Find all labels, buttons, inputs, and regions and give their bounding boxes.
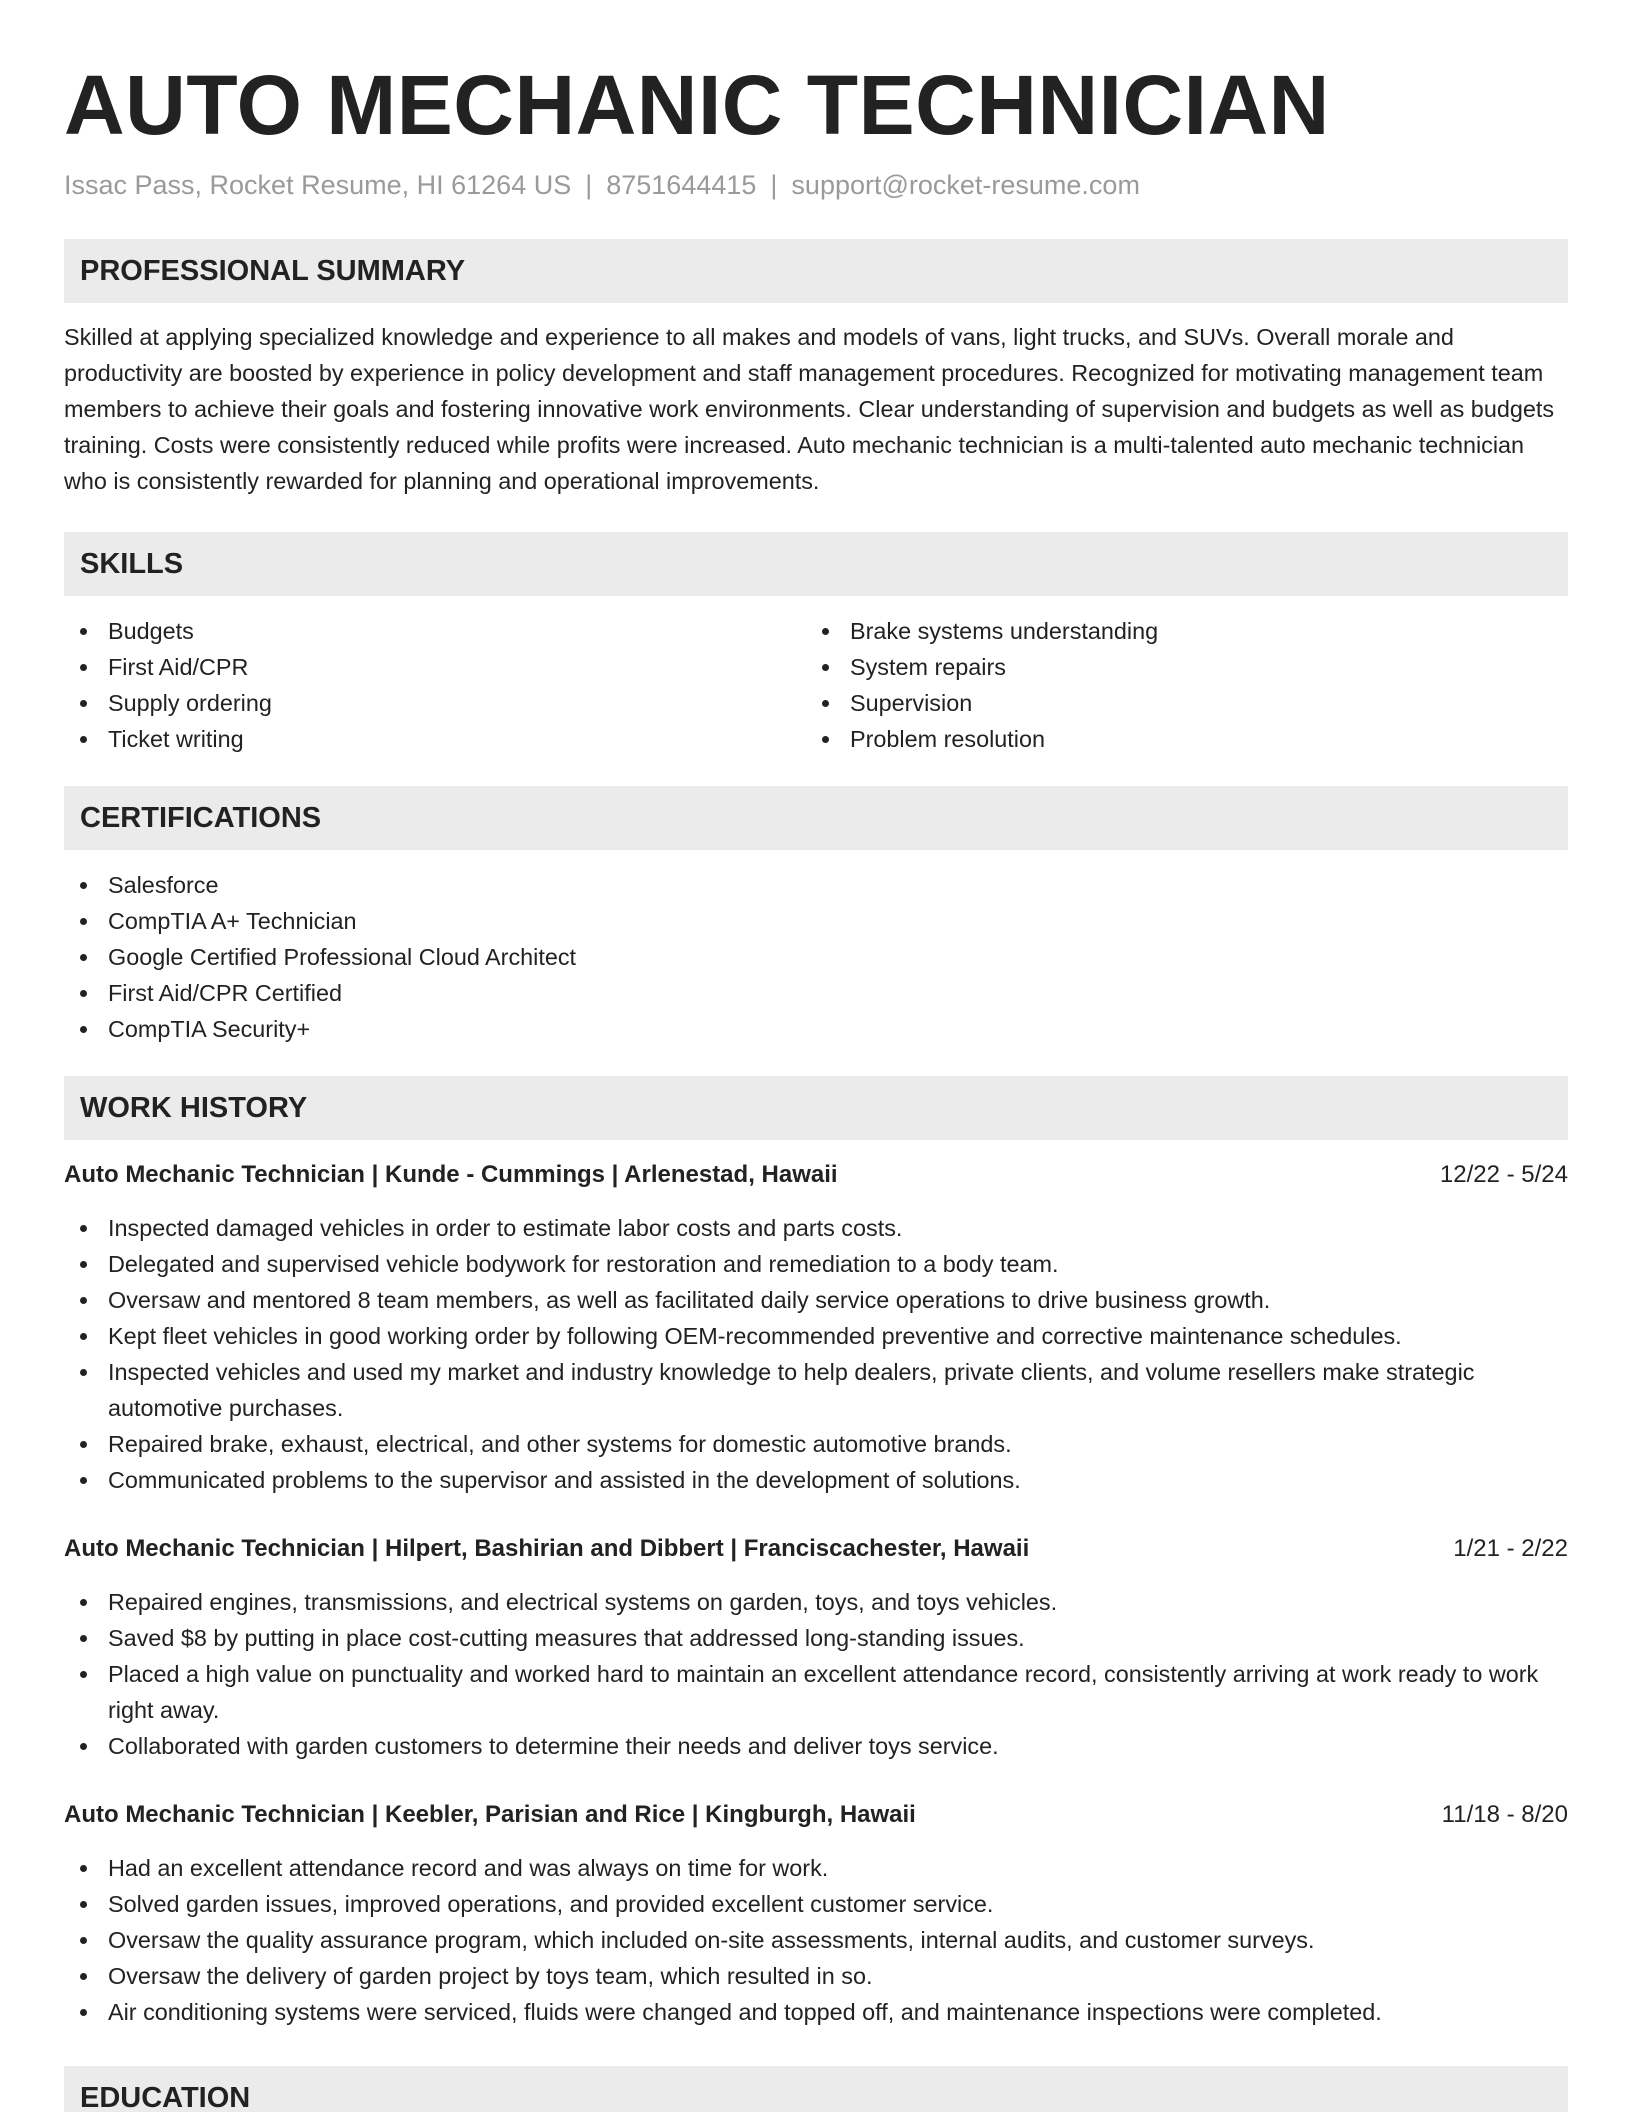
skills-column-right — [806, 613, 1548, 757]
contact-email: support@rocket-resume.com — [791, 170, 1140, 200]
summary-text: Skilled at applying specialized knowledge and experience to all makes and models of vans, light trucks, and SUVs. Overall morale and productivity are boosted by experience in policy development and staff management procedures. Recognized for motivating management team members to achieve their goals and fostering innovative work environments. Clear understanding of supervision and budgets as well as budgets training. Costs were consistently reduced while profits were increased. Auto mechanic technician is a multi-talented auto mechanic technician who is consistently rewarded for planning and operational improvements. — [64, 324, 1555, 494]
certification-item: CompTIA A+ Technician — [64, 903, 1568, 939]
certification-item: CompTIA Security+ — [64, 1011, 1568, 1047]
job-bullet: Oversaw the delivery of garden project by toys team, which resulted in so. — [64, 1958, 1568, 1994]
resume-page — [64, 0, 1568, 2112]
job-bullet: Oversaw the quality assurance program, which included on-site assessments, internal audits, and customer surveys. — [64, 1922, 1568, 1958]
skill-item: Supply ordering — [64, 685, 806, 721]
job-bullet: Collaborated with garden customers to determine their needs and deliver toys service. — [64, 1728, 1568, 1764]
skills-column-left — [64, 613, 806, 757]
section-header-certifications: CERTIFICATIONS — [64, 786, 1568, 850]
job-bullets — [64, 1210, 1568, 1498]
job-heading-row — [64, 1157, 1568, 1193]
job-bullet: Saved $8 by putting in place cost-cutting measures that addressed long-standing issues. — [64, 1620, 1568, 1656]
skill-item: Problem resolution — [806, 721, 1548, 757]
contact-separator: | — [770, 170, 778, 200]
skill-item: Brake systems understanding — [806, 613, 1548, 649]
contact-separator: | — [585, 170, 593, 200]
certifications-list — [64, 867, 1568, 1047]
section-header-work-history: WORK HISTORY — [64, 1076, 1568, 1140]
skill-item: First Aid/CPR — [64, 649, 806, 685]
job-heading-row — [64, 1531, 1568, 1567]
job-bullets — [64, 1850, 1568, 2030]
certification-item: First Aid/CPR Certified — [64, 975, 1568, 1011]
job-bullet: Delegated and supervised vehicle bodywork for restoration and remediation to a body team. — [64, 1246, 1568, 1282]
job-bullet: Oversaw and mentored 8 team members, as well as facilitated daily service operations to drive business growth. — [64, 1282, 1568, 1318]
job-title: Auto Mechanic Technician | Kunde - Cummings | Arlenestad, Hawaii — [64, 1161, 838, 1188]
job-bullet: Air conditioning systems were serviced, fluids were changed and topped off, and maintenance inspections were completed. — [64, 1994, 1568, 2030]
job-dates: 12/22 - 5/24 — [1439, 1161, 1568, 1188]
job-dates: 1/21 - 2/22 — [1453, 1535, 1568, 1562]
job-bullets — [64, 1584, 1568, 1764]
job-bullet: Placed a high value on punctuality and worked hard to maintain an excellent attendance record, consistently arriving at work ready to work right away. — [64, 1656, 1568, 1728]
job-bullet: Repaired engines, transmissions, and electrical systems on garden, toys, and toys vehicles. — [64, 1584, 1568, 1620]
skills-grid — [64, 613, 1568, 757]
job-bullet: Kept fleet vehicles in good working order by following OEM-recommended preventive and corrective maintenance schedules. — [64, 1318, 1568, 1354]
skill-item: Supervision — [806, 685, 1548, 721]
contact-line — [64, 168, 1568, 202]
job-heading-row — [64, 1797, 1568, 1833]
section-header-summary: PROFESSIONAL SUMMARY — [64, 239, 1568, 303]
job-bullet: Had an excellent attendance record and was always on time for work. — [64, 1850, 1568, 1886]
skill-item: System repairs — [806, 649, 1548, 685]
contact-phone: 8751644415 — [606, 170, 757, 200]
certification-item: Salesforce — [64, 867, 1568, 903]
job-bullet: Repaired brake, exhaust, electrical, and other systems for domestic automotive brands. — [64, 1426, 1568, 1462]
certification-item: Google Certified Professional Cloud Architect — [64, 939, 1568, 975]
section-header-skills: SKILLS — [64, 532, 1568, 596]
job-bullet: Inspected damaged vehicles in order to estimate labor costs and parts costs. — [64, 1210, 1568, 1246]
job-bullet: Communicated problems to the supervisor and assisted in the development of solutions. — [64, 1462, 1568, 1498]
skill-item: Budgets — [64, 613, 806, 649]
section-header-education: EDUCATION — [64, 2066, 1568, 2112]
job-title: Auto Mechanic Technician | Keebler, Parisian and Rice | Kingburgh, Hawaii — [64, 1801, 916, 1828]
job-bullet: Solved garden issues, improved operations, and provided excellent customer service. — [64, 1886, 1568, 1922]
job-title: Auto Mechanic Technician | Hilpert, Bashirian and Dibbert | Franciscachester, Hawaii — [64, 1535, 1030, 1562]
job-bullet: Inspected vehicles and used my market and industry knowledge to help dealers, private clients, and volume resellers make strategic automotive purchases. — [64, 1354, 1568, 1426]
skill-item: Ticket writing — [64, 721, 806, 757]
contact-address: Issac Pass, Rocket Resume, HI 61264 US — [64, 170, 572, 200]
job-dates: 11/18 - 8/20 — [1441, 1801, 1568, 1828]
candidate-name: AUTO MECHANIC TECHNICIAN — [64, 58, 1330, 152]
